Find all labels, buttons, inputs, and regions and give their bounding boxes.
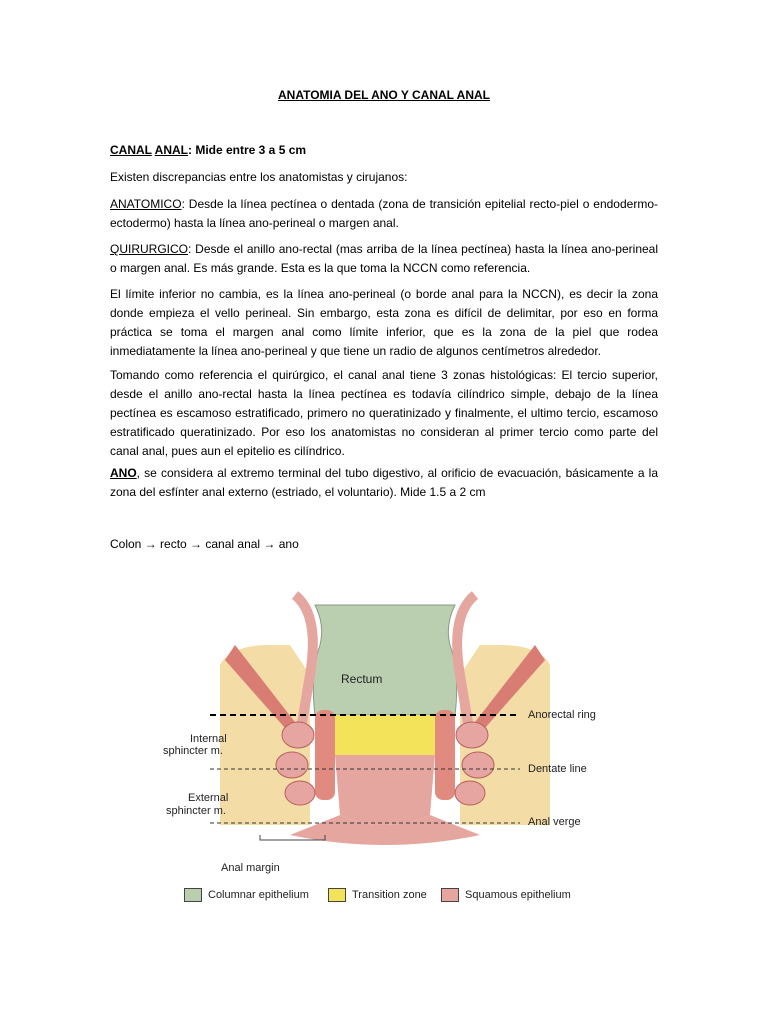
discrepancias-text: Existen discrepancias entre los anatomistas y cirujanos: xyxy=(110,170,408,184)
canal-measure: : Mide entre 3 a 5 cm xyxy=(188,143,307,157)
tomando-paragraph: Tomando como referencia el quirúrgico, el canal anal tiene 3 zonas histológicas: El tercio superior, desde el anillo ano-rectal hasta la línea pectínea es todavía cilíndrico simple, debajo de la línea pectínea es escamoso estratificado, primero no queratinizado y finalmente, el ultimo tercio, escamoso estratificado queratinizado. Por eso los anatomistas no consideran al primer tercio como parte del canal anal, pues aun el epitelio es cilíndrico. xyxy=(110,368,658,458)
squamous-swatch xyxy=(441,888,459,902)
right-internal-sphincter xyxy=(435,710,455,800)
legend-squamous xyxy=(441,888,571,902)
left-internal-sphincter xyxy=(315,710,335,800)
ano-paragraph xyxy=(110,464,658,502)
legend-columnar-label: Columnar epithelium xyxy=(208,889,309,901)
anal-margin-label: Anal margin xyxy=(221,862,280,874)
ano-text: , se considera al extremo terminal del tubo digestivo, al orificio de evacuación, básicamente a la zona del esfínter anal externo (estriado, el voluntario). Mide 1.5 a 2 cm xyxy=(110,466,658,499)
columnar-swatch xyxy=(184,888,202,902)
quirurgico-paragraph xyxy=(110,240,658,278)
legend-transition-label: Transition zone xyxy=(352,889,427,901)
dentate-line-label: Dentate line xyxy=(528,763,587,775)
canal-anal-line xyxy=(110,141,658,160)
external-label-1: External xyxy=(188,792,229,804)
anatomico-text: : Desde la línea pectínea o dentada (zona de transición epitelial recto-piel o endodermo-ectodermo) hasta la línea ano-perineal o margen anal. xyxy=(110,197,658,230)
flow-sequence: Colon → recto → canal anal → ano xyxy=(110,537,299,551)
legend-squamous-label: Squamous epithelium xyxy=(465,889,571,901)
anorectal-ring-label: Anorectal ring xyxy=(528,709,596,721)
anatomico-paragraph xyxy=(110,195,658,233)
legend-transition xyxy=(328,888,427,902)
anal-label: ANAL xyxy=(154,143,188,157)
anal-verge-label: Anal verge xyxy=(528,816,581,828)
document-title: ANATOMIA DEL ANO Y CANAL ANAL xyxy=(277,88,490,102)
transition-swatch xyxy=(328,888,346,902)
canal-label: CANAL xyxy=(110,143,152,157)
internal-label-2: sphincter m. xyxy=(163,745,223,757)
rectum-area xyxy=(313,605,456,715)
external-label-2: sphincter m. xyxy=(166,805,226,817)
transition-zone xyxy=(335,715,435,755)
limite-paragraph: El límite inferior no cambia, es la línea ano-perineal (o borde anal para la NCCN), es decir la zona donde empieza el vello perineal. Sin embargo, esta zona es difícil de delimitar, por eso en forma práctica se toma el margen anal como límite inferior, que es la zona de la piel que rodea inmediatamente la línea ano-perineal y que tiene un radio de algunos centímetros alrededor. xyxy=(110,287,658,358)
quirurgico-text: : Desde el anillo ano-rectal (mas arriba de la línea pectínea) hasta la línea ano-perineal o margen anal. Es más grande. Esta es la que toma la NCCN como referencia. xyxy=(110,242,658,275)
anatomico-label: ANATOMICO xyxy=(110,197,182,211)
squamous-zone xyxy=(335,755,435,825)
quirurgico-label: QUIRURGICO xyxy=(110,242,188,256)
legend-columnar xyxy=(184,888,309,902)
rectum-label: Rectum xyxy=(341,672,383,686)
internal-label-1: Internal xyxy=(190,733,227,745)
ano-label: ANO xyxy=(110,466,137,480)
